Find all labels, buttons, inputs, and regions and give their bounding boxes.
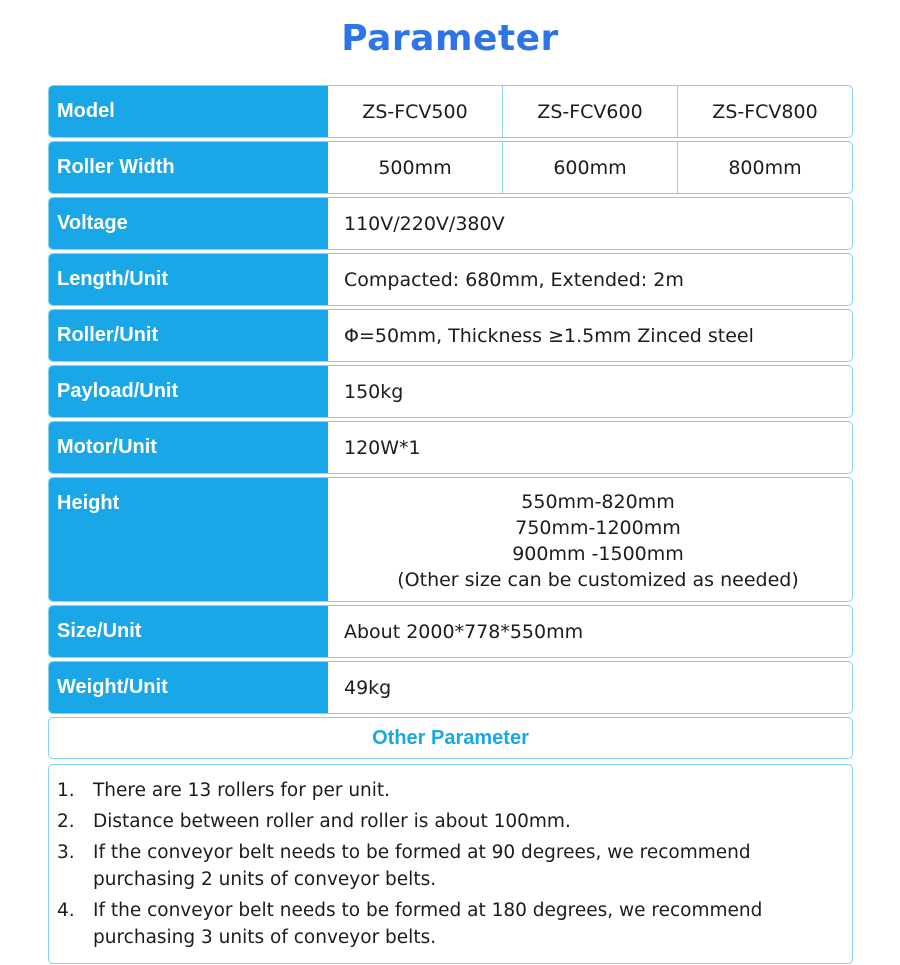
- roller-row: [48, 309, 853, 362]
- list-item-number: 2.: [57, 811, 75, 832]
- list-item-text: If the conveyor belt needs to be formed at 180 degrees, we recommend purchasing 3 units of conveyor belts.: [93, 900, 763, 948]
- other-parameter-list: [48, 764, 853, 964]
- height-line: (Other size can be customized as needed): [397, 568, 799, 591]
- spec-value: About 2000*778*550mm: [344, 620, 584, 643]
- height-line: 550mm-820mm: [521, 490, 675, 513]
- model-row: [48, 85, 853, 138]
- model-label: Model: [49, 86, 328, 137]
- roller-width-label: Roller Width: [49, 142, 328, 193]
- model-cell: ZS-FCV600: [502, 86, 677, 137]
- list-item-text: Distance between roller and roller is about 100mm.: [93, 811, 571, 832]
- height-line: 900mm -1500mm: [512, 542, 684, 565]
- spec-value: 150kg: [344, 380, 404, 403]
- height-label: Height: [49, 478, 328, 601]
- roller-width-cell: 500mm: [378, 156, 452, 179]
- spec-label: Motor/Unit: [49, 422, 328, 473]
- motor-row: [48, 421, 853, 474]
- voltage-row: [48, 197, 853, 250]
- spec-value: 49kg: [344, 676, 392, 699]
- spec-label: Voltage: [49, 198, 328, 249]
- list-item: [57, 808, 844, 835]
- list-item: [57, 777, 844, 804]
- list-item-text: If the conveyor belt needs to be formed at 90 degrees, we recommend purchasing 2 units of conveyor belts.: [93, 842, 751, 890]
- spec-label: Size/Unit: [49, 606, 328, 657]
- list-item-number: 4.: [57, 900, 75, 921]
- height-line: 750mm-1200mm: [515, 516, 681, 539]
- list-item-number: 3.: [57, 842, 75, 863]
- list-item-text: There are 13 rollers for per unit.: [93, 780, 391, 801]
- spec-label: Payload/Unit: [49, 366, 328, 417]
- list-item: [57, 897, 844, 951]
- height-values: [328, 478, 852, 601]
- page-title: Parameter: [341, 18, 559, 59]
- spec-value: Compacted: 680mm, Extended: 2m: [344, 268, 684, 291]
- spec-value: Φ=50mm, Thickness ≥1.5mm Zinced steel: [344, 324, 754, 347]
- spec-value: 110V/220V/380V: [344, 212, 505, 235]
- other-parameter-heading: Other Parameter: [48, 717, 853, 759]
- roller-width-cell: 800mm: [677, 142, 852, 193]
- spec-value: 120W*1: [344, 436, 421, 459]
- list-item-number: 1.: [57, 780, 75, 801]
- spec-label: Weight/Unit: [49, 662, 328, 713]
- height-row: [48, 477, 853, 602]
- roller-width-row: [48, 141, 853, 194]
- weight-row: [48, 661, 853, 714]
- model-cell: ZS-FCV800: [677, 86, 852, 137]
- list-item: [57, 839, 844, 893]
- spec-label: Roller/Unit: [49, 310, 328, 361]
- spec-label: Length/Unit: [49, 254, 328, 305]
- roller-width-cell: 600mm: [502, 142, 677, 193]
- payload-row: [48, 365, 853, 418]
- model-cell: ZS-FCV500: [362, 100, 468, 123]
- length-row: [48, 253, 853, 306]
- size-row: [48, 605, 853, 658]
